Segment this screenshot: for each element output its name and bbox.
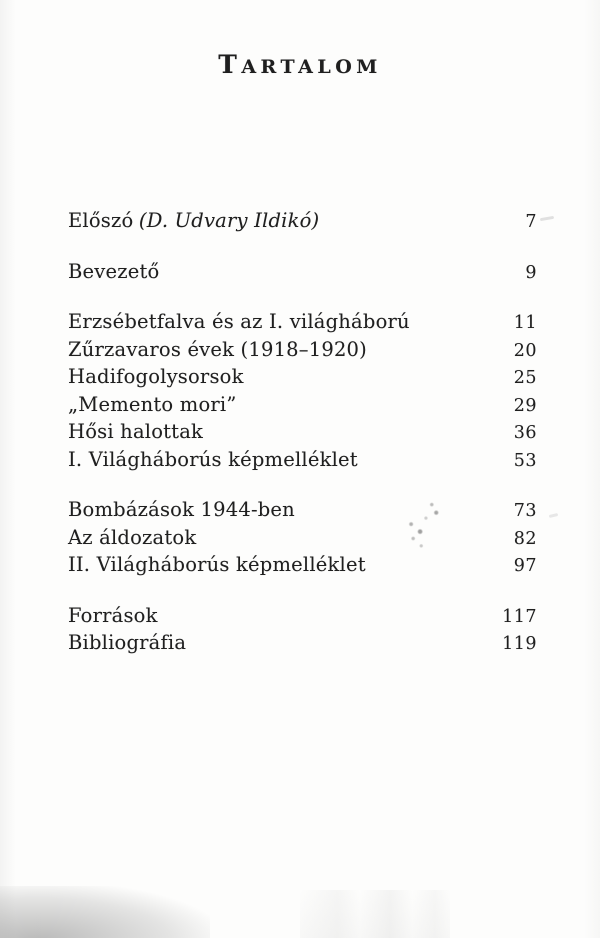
toc-group xyxy=(68,259,537,287)
scan-edge-shading-left xyxy=(0,0,16,938)
toc-entry-label-text: Előszó xyxy=(68,209,134,232)
toc-row xyxy=(68,259,537,287)
toc-entry-label-text: Bombázások 1944-ben xyxy=(68,498,295,521)
toc-entry-label xyxy=(68,525,196,552)
toc-entry-page: 117 xyxy=(502,606,537,627)
toc-entry-label xyxy=(68,630,186,657)
toc-entry-page: 97 xyxy=(513,556,537,576)
toc-entry-label xyxy=(68,309,410,336)
toc-group xyxy=(68,309,537,474)
toc-entry-label xyxy=(68,603,158,630)
toc-entry-label-text: I. Világháborús képmelléklet xyxy=(68,447,358,471)
toc-entry-label xyxy=(68,337,367,364)
toc-entry-label xyxy=(68,392,237,419)
toc-entry-label-text: Bevezető xyxy=(68,259,160,283)
toc-entry-page: 73 xyxy=(513,501,537,521)
toc-row xyxy=(68,337,537,365)
toc-row xyxy=(68,497,537,525)
toc-group xyxy=(68,208,537,236)
toc-entry-label xyxy=(68,447,358,474)
toc-entry-page: 119 xyxy=(502,634,537,654)
toc-entry-page: 36 xyxy=(513,423,537,443)
toc-entry-label-text: Hadifogolysorsok xyxy=(68,365,244,388)
toc-entry-label xyxy=(68,552,366,579)
toc-entry-page: 11 xyxy=(513,313,537,333)
toc-entry-label-text: Zűrzavaros évek (1918–1920) xyxy=(68,337,367,361)
toc-row xyxy=(68,309,537,337)
toc-entry-label xyxy=(68,208,319,235)
toc-row xyxy=(68,630,537,658)
toc-row xyxy=(68,525,537,553)
toc-entry-label-text: „Memento mori” xyxy=(68,392,237,416)
toc-entry-page: 20 xyxy=(513,340,537,361)
toc-entry-page: 53 xyxy=(513,450,537,471)
toc-row xyxy=(68,603,537,631)
toc-entry-label-text: Erzsébetfalva és az I. világháború xyxy=(68,310,410,333)
toc-row xyxy=(68,392,537,420)
scan-edge-shading-right xyxy=(584,0,600,938)
toc-entry-page: 29 xyxy=(513,395,537,416)
toc-entry-label-text: II. Világháborús képmelléklet xyxy=(68,553,366,576)
toc-entry-page: 7 xyxy=(525,212,537,232)
scan-artifact-dash-middle xyxy=(549,513,558,518)
toc-entry-page: 82 xyxy=(513,528,537,549)
toc-row xyxy=(68,552,537,580)
toc-row xyxy=(68,364,537,392)
toc-entry-label xyxy=(68,364,244,391)
toc-group xyxy=(68,497,537,580)
toc-entry-label xyxy=(68,419,203,446)
toc-entry-label-text: Bibliográfia xyxy=(68,631,187,654)
toc-entry-label-text: Hősi halottak xyxy=(68,420,204,443)
toc-entry-label-text: Források xyxy=(68,603,158,627)
toc-entry-page: 9 xyxy=(525,262,537,283)
toc-row xyxy=(68,208,537,236)
toc-row xyxy=(68,419,537,447)
toc-list xyxy=(68,208,537,658)
toc-row xyxy=(68,447,537,475)
scan-artifact-dash-top xyxy=(540,216,554,221)
toc-entry-label xyxy=(68,497,295,524)
toc-entry-label-italic: (D. Udvary Ildikó) xyxy=(138,209,320,232)
toc-entry-label xyxy=(68,259,159,286)
scan-artifact-corner-shadow xyxy=(0,886,210,938)
toc-entry-page: 25 xyxy=(513,368,537,388)
scan-artifact-bottom-streaks xyxy=(300,890,450,938)
toc-entry-label-text: Az áldozatok xyxy=(68,525,197,549)
toc-group xyxy=(68,603,537,658)
page-title: TARTALOM xyxy=(218,50,382,79)
